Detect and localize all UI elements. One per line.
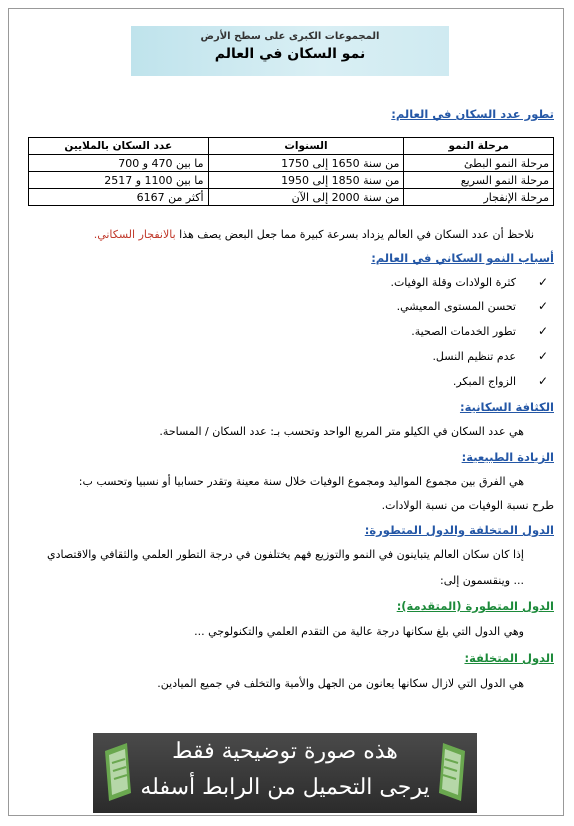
causes-section-title: أسباب النمو السكاني في العالم: <box>371 251 554 265</box>
countries-text-2: ... وينقسمون إلى: <box>440 574 524 587</box>
table-header-cell: عدد السكان بالملايين <box>29 138 209 155</box>
population-note <box>20 228 534 241</box>
list-item-text: تطور الخدمات الصحية. <box>411 325 516 338</box>
list-item-text: تحسن المستوى المعيشي. <box>396 300 516 313</box>
developed-section-title: الدول المتطورة (المتقدمة): <box>396 599 554 613</box>
table-cell: مرحلة النمو السريع <box>404 172 554 189</box>
list-item-text: كثرة الولادات وقلة الوفيات. <box>390 276 516 289</box>
countries-text: إذا كان سكان العالم يتباينون في النمو والتوزيع فهم يختلفون في درجة التطور العلمي والثقافي والاقتصادي <box>47 548 524 561</box>
banner-line-1: هذه صورة توضيحية فقط <box>172 739 398 764</box>
checkmark-icon: ✓ <box>537 299 548 313</box>
natural-increase-text: هي الفرق بين مجموع المواليد ومجموع الوفيات خلال سنة معينة وتقدر حسابيا أو نسبيا وتحسب ب: <box>78 475 524 488</box>
list-item <box>14 275 548 289</box>
note-text: نلاحظ أن عدد السكان في العالم يزداد بسرعة كبيرة مما جعل البعض يصف هذا <box>175 228 534 241</box>
checkmark-icon: ✓ <box>537 349 548 363</box>
table-row <box>29 189 554 206</box>
list-item <box>14 349 548 363</box>
population-growth-table <box>28 137 554 206</box>
table-cell: مرحلة النمو البطئ <box>404 155 554 172</box>
table-header-row <box>29 138 554 155</box>
table-cell: أكثر من 6167 <box>29 189 209 206</box>
list-item <box>14 374 548 388</box>
table-cell: من سنة 2000 إلى الآن <box>208 189 404 206</box>
density-text: هي عدد السكان في الكيلو متر المربع الواحد وتحسب بـ: عدد السكان / المساحة. <box>159 425 524 438</box>
banner-line-2: يرجى التحميل من الرابط أسفله <box>140 775 430 800</box>
table-cell: من سنة 1650 إلى 1750 <box>208 155 404 172</box>
download-banner <box>93 733 477 813</box>
table-row <box>29 172 554 189</box>
table-row <box>29 155 554 172</box>
checkmark-icon: ✓ <box>537 374 548 388</box>
natural-increase-section-title: الزيادة الطبيعية: <box>461 450 554 464</box>
table-header-cell: السنوات <box>208 138 404 155</box>
countries-section-title: الدول المتخلفة والدول المتطورة: <box>364 523 554 537</box>
density-section-title: الكثافة السكانية: <box>459 400 554 414</box>
table-cell: مرحلة الإنفجار <box>404 189 554 206</box>
table-header-cell: مرحلة النمو <box>404 138 554 155</box>
header-subtitle: المجموعات الكبرى على سطح الأرض <box>200 31 380 42</box>
underdeveloped-text: هي الدول التي لازال سكانها يعانون من الجهل والأمية والتخلف في جميع الميادين. <box>157 677 524 690</box>
note-highlight: بالانفجار السكاني. <box>93 228 176 241</box>
list-item <box>14 324 548 338</box>
table-cell: ما بين 470 و 700 <box>29 155 209 172</box>
checkmark-icon: ✓ <box>537 324 548 338</box>
growth-section-title: تطور عدد السكان في العالم: <box>391 107 554 121</box>
page-title: نمو السكان في العالم <box>214 46 366 62</box>
list-item <box>14 299 548 313</box>
underdeveloped-section-title: الدول المتخلفة: <box>464 651 554 665</box>
natural-increase-text-2: طرح نسبة الوفيات من نسبة الولادات. <box>381 499 554 512</box>
developed-text: وهي الدول التي بلغ سكانها درجة عالية من التقدم العلمي والتكنولوجي ... <box>194 625 524 638</box>
table-cell: من سنة 1850 إلى 1950 <box>208 172 404 189</box>
list-item-text: عدم تنظيم النسل. <box>432 350 516 363</box>
list-item-text: الزواج المبكر. <box>452 375 516 388</box>
checkmark-icon: ✓ <box>537 275 548 289</box>
table-cell: ما بين 1100 و 2517 <box>29 172 209 189</box>
header-box <box>131 26 449 76</box>
